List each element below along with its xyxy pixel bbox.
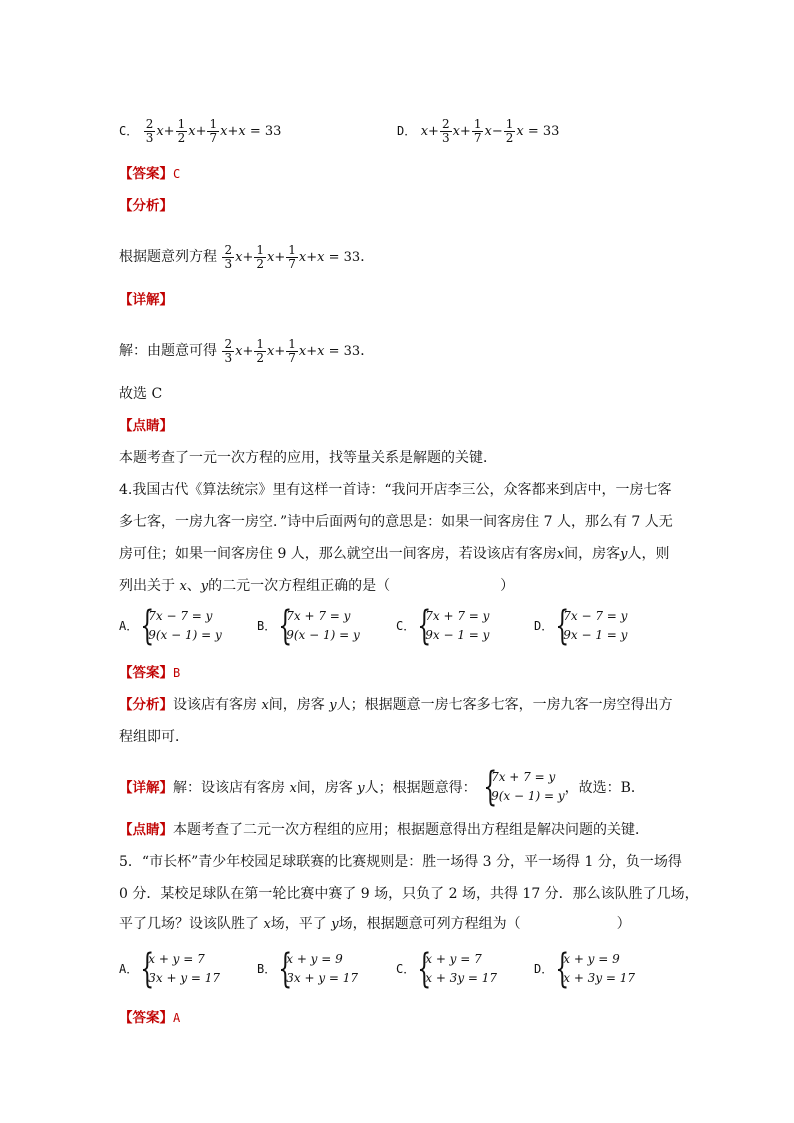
equation: $\frac{2}{3}$ x+ $\frac{1}{2}$ x+ $\frac{1}{7}$ x+x = 33 xyxy=(145,117,282,145)
q5-option-b: B． { x + y = 9 3x + y = 17 xyxy=(257,946,359,992)
fraction: $\frac{1}{7}$ xyxy=(209,117,218,145)
q4-stem-line-2: 多七客，一房九客一房空．”诗中后面两句的意思是：如果一间客房住 7 人，那么有 7 人无 xyxy=(119,514,673,530)
q4-stem-line-3: 房可住；如果一间客房住 9 人，那么就空出一间客房，若设该店有客房x间，房客y人，则 xyxy=(119,546,670,562)
q3-choose: 故选 C xyxy=(119,386,163,402)
option-label: D． xyxy=(397,124,417,138)
q4-answer: 【答案】B xyxy=(119,665,181,681)
option-label: C． xyxy=(119,124,139,138)
q3-answer: 【答案】C xyxy=(119,166,181,182)
fraction: $\frac{1}{2}$ xyxy=(177,117,186,145)
q3-comment-heading: 【点睛】 xyxy=(119,418,173,434)
q5-stem-line-2: 0 分．某校足球队在第一轮比赛中赛了 9 场，只负了 2 场，共得 17 分．那么该队胜了几场， xyxy=(119,886,699,902)
q5-stem-line-1: 5．“市长杯”青少年校园足球联赛的比赛规则是：胜一场得 3 分，平一场得 1 分，负一场得 xyxy=(119,854,682,870)
q4-option-a: A． { 7x − 7 = y 9(x − 1) = y xyxy=(119,603,222,649)
q5-option-a: A． { x + y = 7 3x + y = 17 xyxy=(119,946,221,992)
q5-answer: 【答案】A xyxy=(119,1010,181,1026)
q4-stem-line-1: 4.我国古代《算法统宗》里有这样一首诗：“我问开店李三公，众客都来到店中，一房七客 xyxy=(119,482,672,498)
q4-option-c: C． { 7x + 7 = y 9x − 1 = y xyxy=(396,603,490,649)
q3-comment-text: 本题考查了一元一次方程的应用，找等量关系是解题的关键． xyxy=(119,450,497,466)
q5-stem-line-3: 平了几场？设该队胜了 x场，平了 y场，根据题意可列方程组为（ ） xyxy=(119,916,631,932)
fraction: $\frac{2}{3}$ xyxy=(145,117,154,145)
q4-analysis: 【分析】设该店有客房 x间，房客 y人；根据题意一房七客多七客，一房九客一房空得出方 xyxy=(119,697,673,713)
q4-analysis-line-2: 程组即可． xyxy=(119,729,189,745)
q4-stem-line-4: 列出关于 x、y的二元一次方程组正确的是（ ） xyxy=(119,578,515,594)
equation: x+ $\frac{2}{3}$ x+ $\frac{1}{7}$ x− $\frac{1}{2}$ x = 33 xyxy=(420,117,560,145)
q3-option-d xyxy=(397,118,559,145)
q5-option-d: D． { x + y = 9 x + 3y = 17 xyxy=(534,946,636,992)
q3-detail-heading: 【详解】 xyxy=(119,292,173,308)
q3-analysis-text: 根据题意列方程 $\frac{2}{3}$ x+ $\frac{1}{2}$ x+ $\frac{1}{7}$ x+x = 33． xyxy=(119,243,375,271)
q4-comment: 【点睛】本题考查了二元一次方程组的应用；根据题意得出方程组是解决问题的关键． xyxy=(119,822,649,838)
q4-option-b: B． { 7x + 7 = y 9(x − 1) = y xyxy=(257,603,360,649)
q5-option-c: C． { x + y = 7 x + 3y = 17 xyxy=(396,946,498,992)
q3-option-c xyxy=(119,118,281,145)
q3-detail-text: 解：由题意可得 $\frac{2}{3}$ x+ $\frac{1}{2}$ x+ $\frac{1}{7}$ x+x = 33． xyxy=(119,337,375,365)
q4-detail: 【详解】解：设该店有客房 x间，房客 y人；根据题意得： { 7x + 7 = y 9(x − 1) = y ，故选：B． xyxy=(119,764,645,810)
q3-analysis-heading: 【分析】 xyxy=(119,198,173,214)
q4-option-d: D． { 7x − 7 = y 9x − 1 = y xyxy=(534,603,628,649)
